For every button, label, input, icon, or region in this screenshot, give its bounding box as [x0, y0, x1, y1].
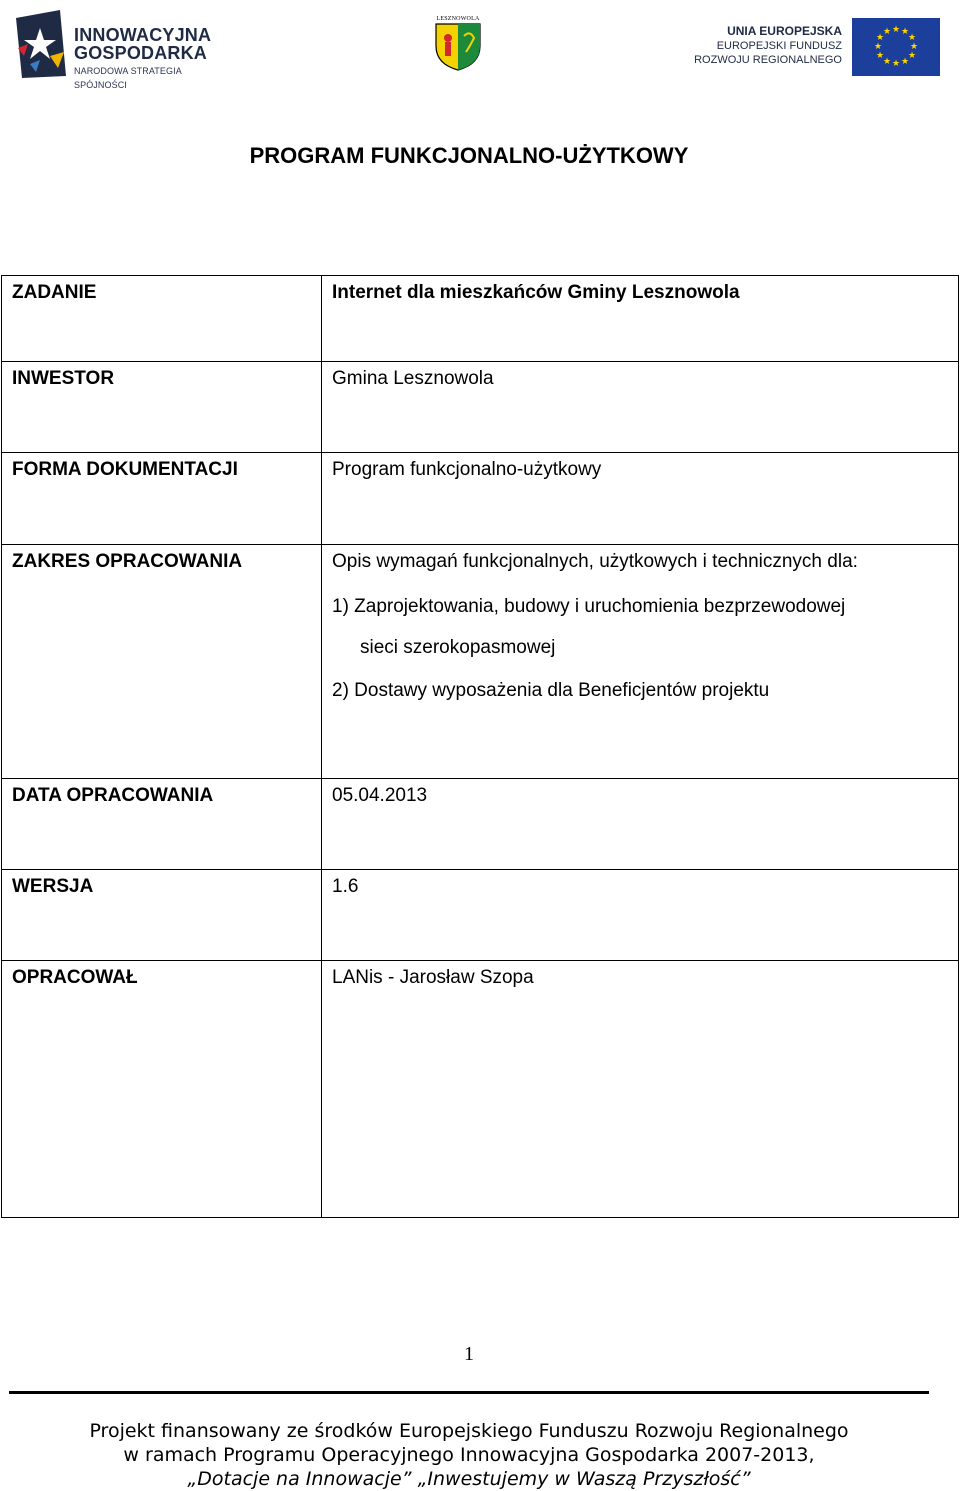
page-number: 1 [464, 1343, 474, 1365]
table-row [2, 453, 959, 545]
zadanie-label: ZADANIE [2, 276, 322, 362]
forma-label: FORMA DOKUMENTACJI [2, 453, 322, 545]
wersja-value: 1.6 [322, 870, 959, 961]
wersja-label: WERSJA [2, 870, 322, 961]
svg-text:★: ★ [873, 42, 883, 52]
footer-line-3: „Dotacje na Innowacje” „Inwestujemy w Waszą Przyszłość” [187, 1468, 751, 1490]
footer-line-2: w ramach Programu Operacyjnego Innowacyjna Gospodarka 2007-2013, [123, 1444, 815, 1466]
zakres-intro: Opis wymagań funkcjonalnych, użytkowych i technicznych dla: [332, 551, 858, 572]
inwestor-label: INWESTOR [2, 362, 322, 453]
opracowal-label: OPRACOWAŁ [2, 961, 322, 1218]
table-row [2, 961, 959, 1218]
innowacyjna-gospodarka-logo [10, 8, 230, 90]
eu-line-2: EUROPEJSKI FUNDUSZ [716, 40, 842, 52]
inwestor-value: Gmina Lesznowola [322, 362, 959, 453]
svg-text:★: ★ [875, 33, 885, 43]
footer [0, 1419, 938, 1491]
zakres-item-2: 2) Dostawy wyposażenia dla Beneficjentów projektu [332, 680, 770, 701]
eu-text-block [694, 24, 842, 67]
logo-line-3: NARODOWA STRATEGIA SPÓJNOŚCI [74, 66, 182, 90]
zakres-item-1: 1) Zaprojektowania, budowy i uruchomienia bezprzewodowej [332, 596, 846, 617]
eu-line-1: UNIA EUROPEJSKA [727, 24, 842, 38]
svg-text:★: ★ [891, 25, 901, 35]
svg-text:★: ★ [907, 33, 917, 43]
lesznowola-coat-of-arms [430, 16, 486, 72]
zakres-item-1-continuation: sieci szerokopasmowej [360, 637, 556, 658]
table-row [2, 362, 959, 453]
document-info-table [1, 275, 959, 1218]
footer-divider [9, 1391, 929, 1394]
logo-line-2: GOSPODARKA [74, 43, 208, 63]
table-row [2, 276, 959, 362]
svg-text:★: ★ [891, 59, 901, 69]
zakres-value [322, 545, 959, 779]
data-value: 05.04.2013 [322, 779, 959, 870]
data-label: DATA OPRACOWANIA [2, 779, 322, 870]
table-row [2, 870, 959, 961]
svg-text:★: ★ [882, 27, 892, 37]
table-row [2, 779, 959, 870]
logo-line-1: INNOWACYJNA [74, 25, 212, 45]
svg-text:★: ★ [900, 57, 910, 67]
svg-text:★: ★ [875, 51, 885, 61]
table-row [2, 545, 959, 779]
svg-text:★: ★ [882, 57, 892, 67]
logo-text [74, 26, 230, 92]
coat-of-arms-icon [430, 16, 486, 72]
zakres-list [332, 585, 948, 712]
svg-text:★: ★ [909, 42, 919, 52]
svg-text:★: ★ [900, 27, 910, 37]
footer-line-1: Projekt finansowany ze środków Europejskiego Funduszu Rozwoju Regionalnego [89, 1420, 849, 1442]
list-item [332, 585, 948, 669]
forma-value: Program funkcjonalno-użytkowy [322, 453, 959, 545]
crest-label: LESZNOWOLA [436, 16, 480, 22]
zakres-label: ZAKRES OPRACOWANIA [2, 545, 322, 779]
zadanie-value: Internet dla mieszkańców Gminy Lesznowola [322, 276, 959, 362]
svg-text:★: ★ [907, 51, 917, 61]
opracowal-value: LANis - Jarosław Szopa [322, 961, 959, 1218]
document-title: PROGRAM FUNKCJONALNO-UŻYTKOWY [249, 143, 689, 168]
eu-line-3: ROZWOJU REGIONALNEGO [694, 54, 842, 66]
list-item [332, 669, 948, 712]
star-logo-icon [10, 8, 70, 80]
eu-flag-icon [852, 18, 940, 76]
